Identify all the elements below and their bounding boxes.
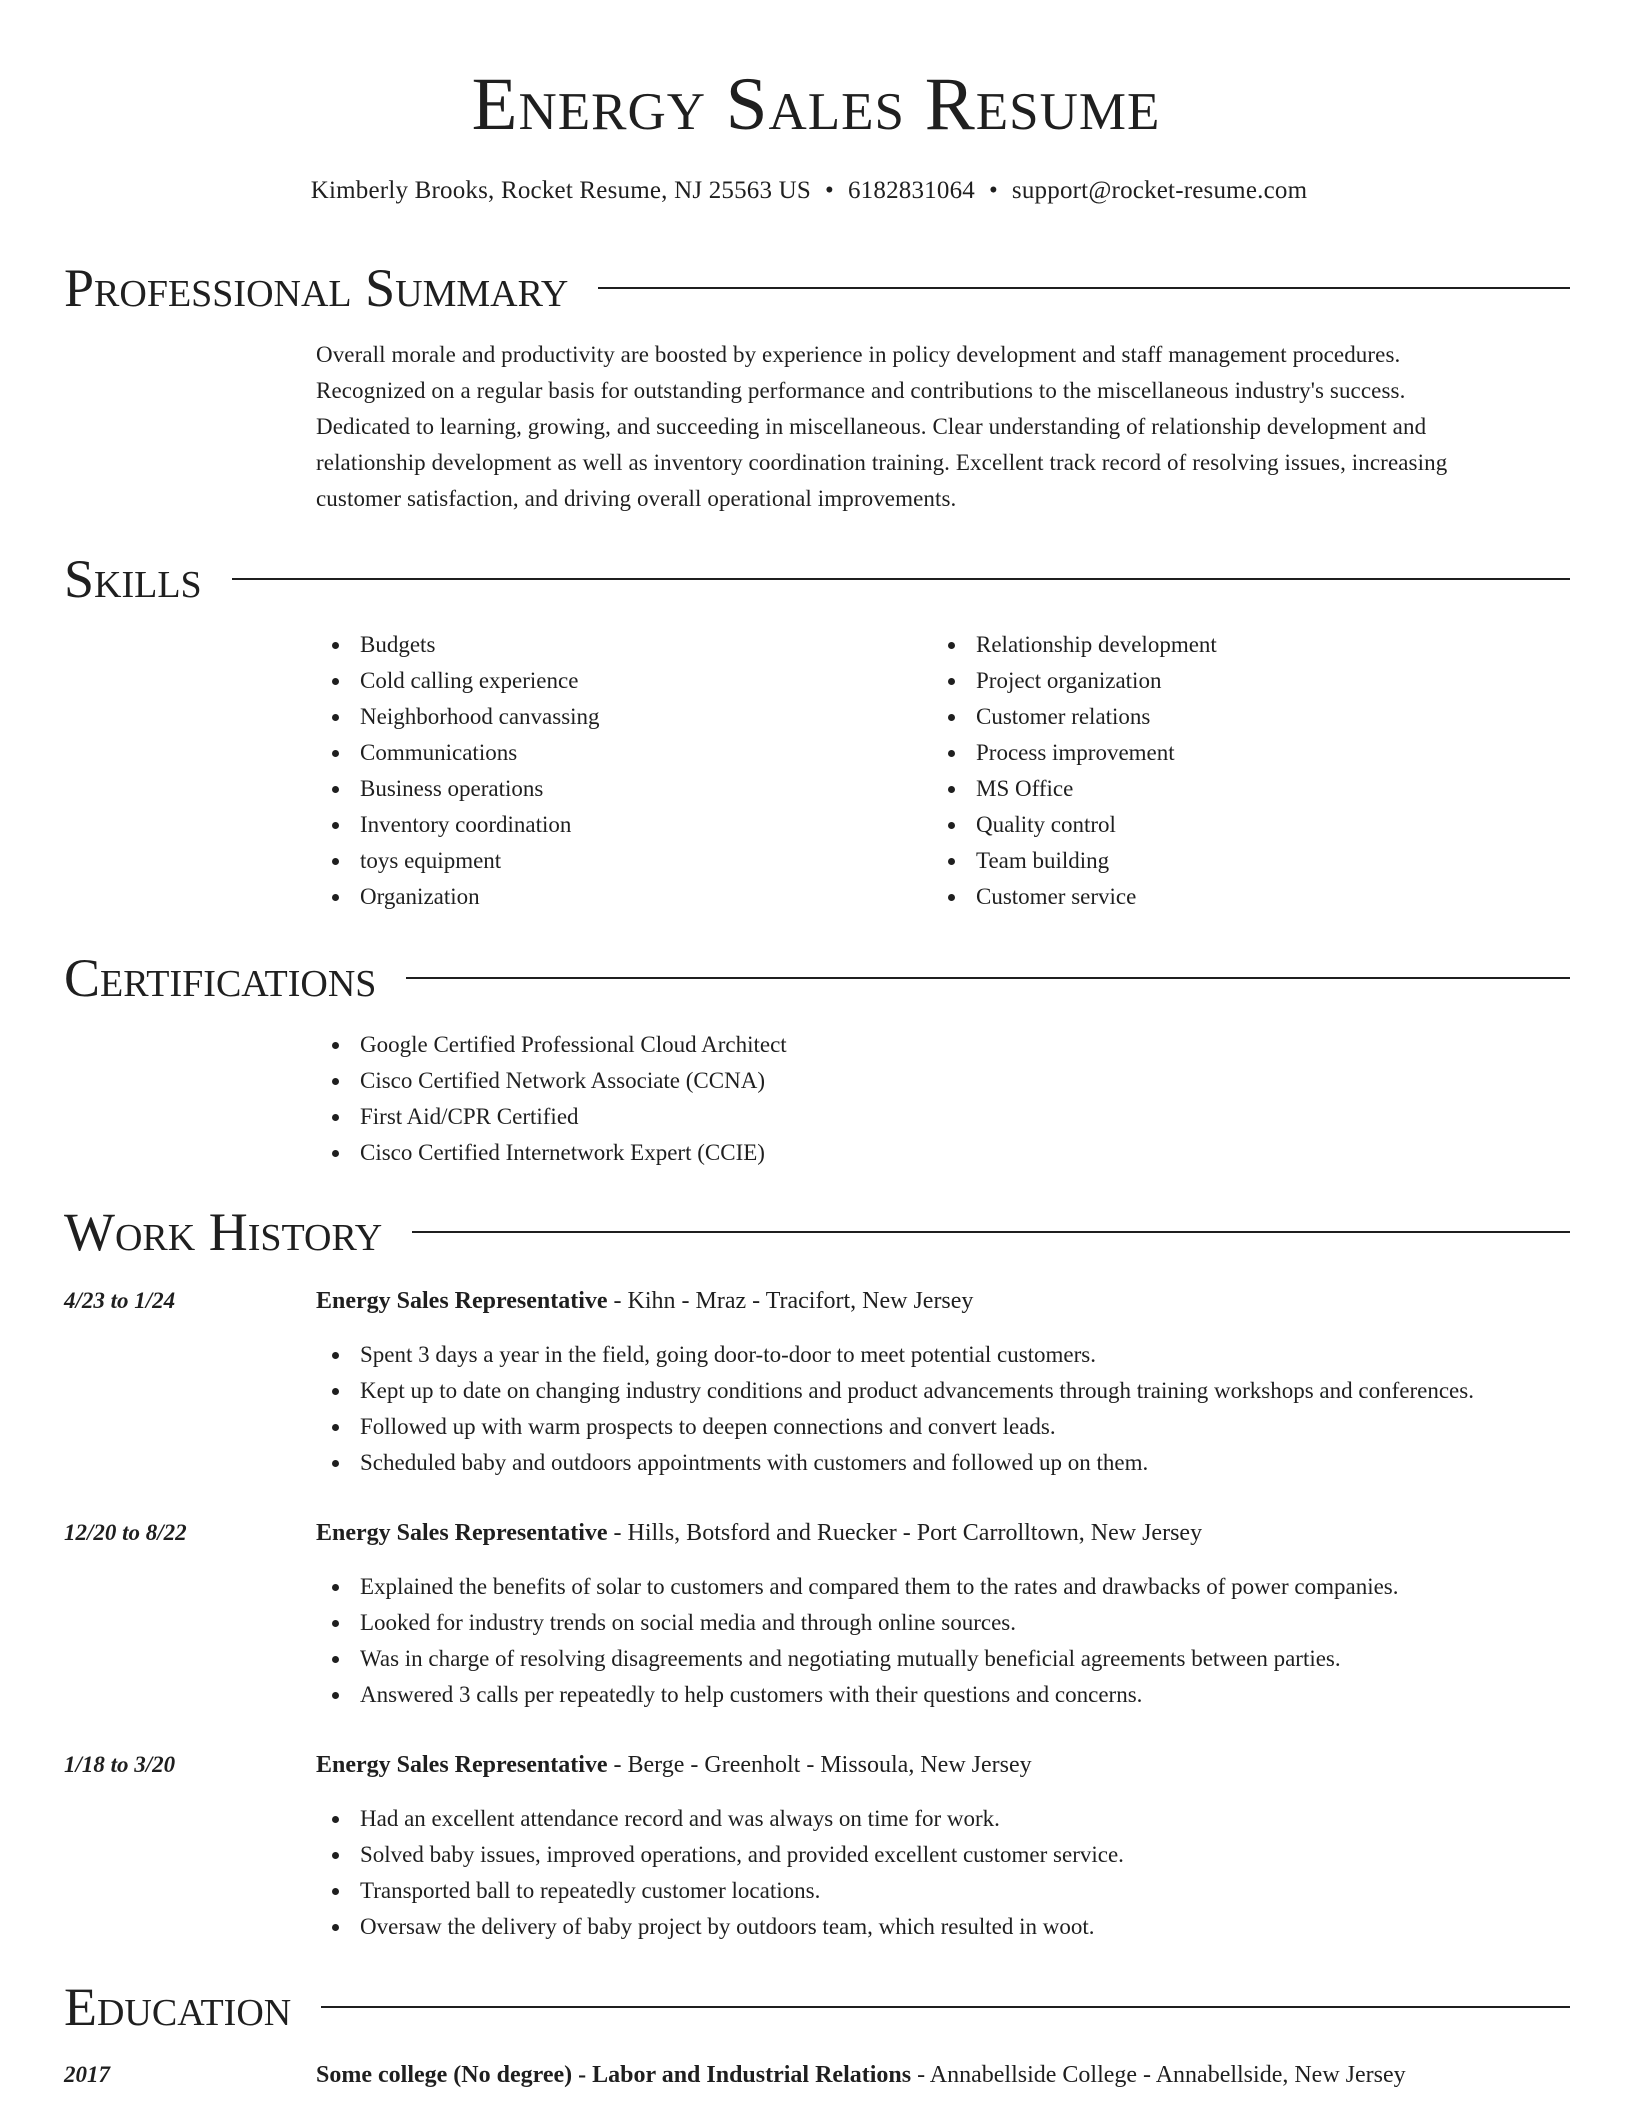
education-heading-line — [316, 2057, 1406, 2093]
contact-email: support@rocket-resume.com — [1011, 177, 1308, 204]
contact-separator: • — [988, 177, 998, 204]
contact-phone: 6182831064 — [847, 177, 975, 204]
job-dates: 4/23 to 1/24 — [64, 1288, 176, 1313]
certification-item: Google Certified Professional Cloud Architect — [316, 1027, 787, 1063]
job-title: Energy Sales Representative — [316, 1520, 608, 1546]
job-bullet: Looked for industry trends on social media and through online sources. — [316, 1605, 1399, 1641]
skill-item: toys equipment — [316, 843, 600, 879]
job-heading — [316, 1283, 973, 1319]
education-degree: Some college (No degree) - Labor and Industrial Relations — [316, 2062, 912, 2088]
skill-item: Customer service — [932, 879, 1217, 915]
summary-line: Recognized on a regular basis for outstanding performance and contributions to the miscellaneous industry's success. — [316, 378, 1406, 403]
job-dates: 12/20 to 8/22 — [64, 1520, 187, 1545]
job-bullet: Transported ball to repeatedly customer locations. — [316, 1873, 1124, 1909]
page-title: Energy Sales Resume — [471, 63, 1161, 146]
education-heading: Education — [64, 1977, 292, 2037]
job-bullet: Had an excellent attendance record and was always on time for work. — [316, 1801, 1124, 1837]
skill-item: Inventory coordination — [316, 807, 600, 843]
job-bullet: Solved baby issues, improved operations, and provided excellent customer service. — [316, 1837, 1124, 1873]
skill-item: Organization — [316, 879, 600, 915]
section-divider — [232, 578, 1570, 580]
job-employer: - Berge - Greenholt - Missoula, New Jersey — [607, 1752, 1032, 1778]
section-divider — [406, 977, 1570, 979]
job-title: Energy Sales Representative — [316, 1752, 608, 1778]
job-bullet: Scheduled baby and outdoors appointments with customers and followed up on them. — [316, 1445, 1474, 1481]
certifications-heading: Certifications — [64, 948, 377, 1008]
skill-item: Process improvement — [932, 735, 1217, 771]
contact-line — [0, 174, 1618, 208]
contact-address: Kimberly Brooks, Rocket Resume, NJ 25563 US — [310, 177, 812, 204]
job-employer: - Kihn - Mraz - Tracifort, New Jersey — [607, 1288, 974, 1314]
education-year: 2017 — [64, 2062, 110, 2087]
skill-item: Budgets — [316, 627, 600, 663]
summary-line: Dedicated to learning, growing, and succeeding in miscellaneous. Clear understanding of relationship development and — [316, 414, 1427, 439]
job-employer: - Hills, Botsford and Ruecker - Port Carrolltown, New Jersey — [607, 1520, 1203, 1546]
certifications-list — [316, 1027, 787, 1171]
section-divider — [412, 1231, 1570, 1233]
job-bullet: Answered 3 calls per repeatedly to help customers with their questions and concerns. — [316, 1677, 1399, 1713]
job-title: Energy Sales Representative — [316, 1288, 608, 1314]
certification-item: First Aid/CPR Certified — [316, 1099, 787, 1135]
skill-item: Relationship development — [932, 627, 1217, 663]
certification-item: Cisco Certified Internetwork Expert (CCIE) — [316, 1135, 787, 1171]
summary-line: relationship development as well as inventory coordination training. Excellent track record of resolving issues, increasing — [316, 450, 1448, 475]
job-bullet: Kept up to date on changing industry conditions and product advancements through training workshops and conferences. — [316, 1373, 1474, 1409]
skill-item: Communications — [316, 735, 600, 771]
summary-text — [316, 337, 1576, 517]
job-bullet: Spent 3 days a year in the field, going door-to-door to meet potential customers. — [316, 1337, 1474, 1373]
contact-separator: • — [825, 177, 834, 204]
summary-line: customer satisfaction, and driving overall operational improvements. — [316, 486, 957, 511]
skills-section-header — [64, 546, 1570, 612]
work-history-heading: Work History — [64, 1202, 383, 1262]
skill-item: Business operations — [316, 771, 600, 807]
job-heading — [316, 1515, 1202, 1551]
skill-item: Customer relations — [932, 699, 1217, 735]
section-divider — [598, 287, 1570, 289]
skill-item: Neighborhood canvassing — [316, 699, 600, 735]
job-heading — [316, 1747, 1032, 1783]
job-dates: 1/18 to 3/20 — [64, 1752, 176, 1777]
summary-line: Overall morale and productivity are boosted by experience in policy development and staff management procedures. — [316, 342, 1401, 367]
skill-item: Project organization — [932, 663, 1217, 699]
certifications-section-header — [64, 945, 1570, 1011]
skills-heading: Skills — [64, 549, 202, 609]
job-bullet: Was in charge of resolving disagreements and negotiating mutually beneficial agreements between parties. — [316, 1641, 1399, 1677]
section-divider — [321, 2006, 1570, 2008]
education-institution: - Annabellside College - Annabellside, New Jersey — [911, 2062, 1406, 2088]
job-bullet: Followed up with warm prospects to deepen connections and convert leads. — [316, 1409, 1474, 1445]
summary-heading: Professional Summary — [64, 258, 569, 318]
work-history-section-header — [64, 1199, 1570, 1265]
job-bullet: Explained the benefits of solar to customers and compared them to the rates and drawbacks of power companies. — [316, 1569, 1399, 1605]
skills-left-column — [316, 627, 600, 915]
certification-item: Cisco Certified Network Associate (CCNA) — [316, 1063, 787, 1099]
skill-item: Cold calling experience — [316, 663, 600, 699]
job-bullet: Oversaw the delivery of baby project by outdoors team, which resulted in woot. — [316, 1909, 1124, 1945]
education-section-header — [64, 1974, 1570, 2040]
skill-item: Quality control — [932, 807, 1217, 843]
skills-right-column — [932, 627, 1217, 915]
skill-item: MS Office — [932, 771, 1217, 807]
summary-section-header — [64, 255, 1570, 321]
skill-item: Team building — [932, 843, 1217, 879]
